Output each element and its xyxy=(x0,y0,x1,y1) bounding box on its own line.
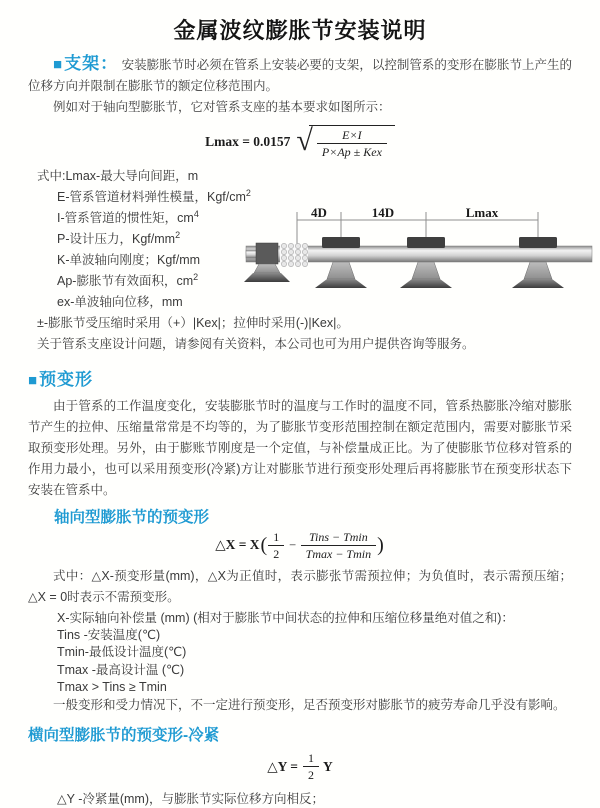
radical-icon: √ xyxy=(296,124,313,157)
right-paren: ) xyxy=(377,534,384,557)
axial-predeform-heading: 轴向型膨胀节的预变形 xyxy=(54,508,210,526)
definition-line: Ap-膨胀节有效面积，$cm^2$ xyxy=(57,271,199,288)
guide-support xyxy=(512,237,564,288)
minus-operator: − xyxy=(288,537,297,552)
fraction-half: $\frac{1}{2}$ xyxy=(268,530,284,561)
dim-label-14d: 14D xyxy=(371,205,395,220)
support-intro-text: 安装膨胀节时必须在管系上安装必要的支架，以控制管系的变形在膨胀节上产生的位移方向并限制在膨胀节的额定位移范围内。 xyxy=(28,58,572,93)
formula-lhs: △Y = xyxy=(267,758,298,774)
guide-support xyxy=(315,237,367,288)
definition-line: K-单波轴向刚度；Kgf/mm xyxy=(57,252,201,267)
radicand xyxy=(309,125,395,159)
temp-definition-line: Tins -安装温度(℃) xyxy=(57,627,161,642)
lateral-predeform-heading: 横向型膨胀节的预变形-冷紧 xyxy=(28,727,220,745)
consulting-note-line: 关于管系支座设计问题，请参阅有关资料，本公司也可为用户提供咨询等服务。 xyxy=(37,336,475,351)
definition-line: I-管系管道的惯性矩，$cm^4$ xyxy=(57,208,199,226)
fraction-denominator: P×Ap ± Kex xyxy=(321,145,382,159)
guide-spacing-formula xyxy=(28,125,572,159)
fraction-numerator: E×I xyxy=(317,128,387,144)
definition-line: E-管系管道材料弹性模量，Kgf/$cm^2$ xyxy=(57,187,251,205)
fatigue-note-line: 一般变形和受力情况下，不一定进行预变形，足否预变形对膨胀节的疲劳寿命几乎没有影响。 xyxy=(53,697,566,712)
predeform-section-heading: ■ 预变形 xyxy=(28,369,94,389)
x-definition-line: X-实际轴向补偿量 (mm) (相对于膨胀节中间状态的拉伸和压缩位移量绝对值之和)： xyxy=(57,610,514,625)
axial-formula-explain: 式中：△X-预变形量(mm)，△X为正值时，表示膨张节需预拉伸；为负值时，表示需预压缩；△X = 0时表示不需预变形。 xyxy=(28,568,572,604)
temp-inequality-line: Tmax > Tins ≥ Tmin xyxy=(57,680,167,695)
left-paren: ( xyxy=(260,534,268,557)
definition-line: ex-单波轴向位移，mm xyxy=(57,294,183,309)
support-section-heading: 支架： xyxy=(64,54,119,73)
bellows-icon xyxy=(280,243,308,266)
page-title: 金属波纹膨胀节安装说明 xyxy=(173,18,427,43)
support-intro-paragraph xyxy=(28,53,572,97)
definition-line: ±-膨胀节受压缩时采用（+）|Kex|；拉伸时采用(-)|Kex|。 xyxy=(37,315,349,330)
formula-rhs: Y xyxy=(322,758,333,774)
lateral-predeform-formula xyxy=(28,751,572,782)
predeform-body-paragraph: 由于管系的工作温度变化，安装膨胀节时的温度与工作时的温度不同，管系热膨胀冷缩对膨胀节产生的拉伸、压缩量常常是不均等的，为了膨胀节变形范围控制在额定范围内，需要对膨胀节采取预变形处理。另外，由于膨账节刚度是一个定值，与补偿量成正比。为了使膨胀节位移对管系的作用力最小，也可以采用预变形(冷紧)方让对膨胀节进行预变形处理后再将膨胀节在预变形状态下安装在管系中。 xyxy=(28,398,572,497)
definition-line: P-设计压力，Kgf/$mm^2$ xyxy=(57,229,181,247)
axial-predeform-formula xyxy=(28,530,572,561)
temp-definition-line: Tmax -最高设计温 (℃) xyxy=(57,662,185,677)
dim-label-4d: 4D xyxy=(311,205,327,220)
guide-support xyxy=(400,237,452,288)
support-example-line: 例如对于轴向型膨胀节，它对管系支座的基本要求如图所示： xyxy=(53,100,391,114)
dim-label-lmax: Lmax xyxy=(465,205,499,220)
fraction-temperature: $\frac{\text{Tins − Tmin}}{Tmax - Tmin}$ xyxy=(301,530,376,561)
section-square-icon: ■ xyxy=(28,371,38,389)
definition-line: 式中:Lmax-最大导向间距，m xyxy=(37,169,199,184)
formula-lhs: △X = X xyxy=(215,537,260,553)
formula-lhs: Lmax = 0.0157 xyxy=(205,134,291,149)
document-page xyxy=(0,14,600,807)
temp-definition-line: Tmin-最低设计温度(℃) xyxy=(57,645,187,660)
lateral-formula-explain: △Y -冷紧量(mm)，与膨胀节实际位移方向相反； xyxy=(57,792,325,807)
section-square-icon: ■ xyxy=(53,56,63,73)
fraction-half: $\frac{1}{2}$ xyxy=(303,751,319,782)
fraction xyxy=(317,128,387,159)
pipe-support-diagram xyxy=(244,206,596,302)
square-root xyxy=(296,125,394,159)
